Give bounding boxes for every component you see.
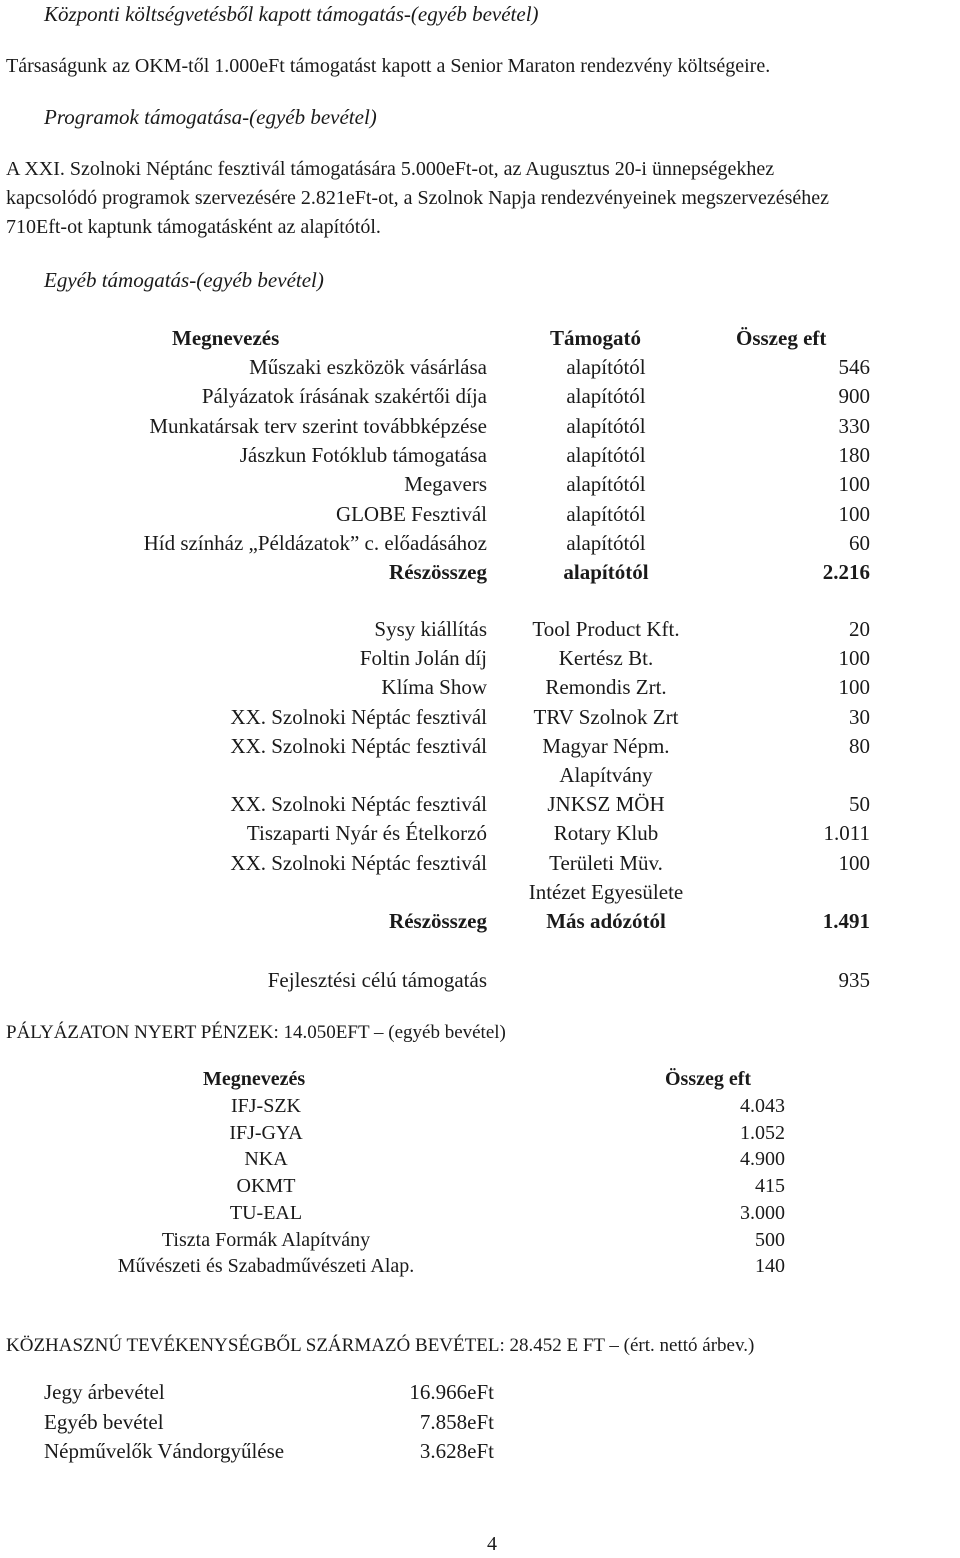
table-row-amount: 330 <box>838 413 870 438</box>
table-row-amount: 60 <box>849 530 870 555</box>
table-row-2-supporter: JNKSZ MÖH <box>547 792 665 817</box>
table-header-supporter: Támogató <box>550 326 641 350</box>
public-benefit-row-amount: 3.628eFt <box>419 1439 494 1463</box>
table-row-2-supporter: Területi Müv. <box>549 850 663 875</box>
subtotal-2-supporter: Más adózótól <box>546 909 666 933</box>
subtotal-1-label: Részösszeg <box>389 560 487 584</box>
section-heading-grants: PÁLYÁZATON NYERT PÉNZEK: 14.050EFT – (egyéb bevétel) <box>6 1022 506 1043</box>
grants-row-amount: 415 <box>755 1175 785 1198</box>
public-benefit-row-amount: 7.858eFt <box>419 1409 494 1434</box>
page-number: 4 <box>487 1533 497 1555</box>
table-row-2-name: XX. Szolnoki Néptác fesztivál <box>230 733 487 758</box>
grants-row-name: IFJ-GYA <box>229 1121 303 1144</box>
subtotal-1-amount: 2.216 <box>822 560 870 584</box>
table-row-2-amount: 100 <box>838 675 870 700</box>
table-row-amount: 100 <box>838 501 870 526</box>
paragraph-program-support-2: kapcsolódó programok szervezésére 2.821eFt-ot, a Szolnok Napja rendezvényeinek megszervezéséhez <box>6 187 829 209</box>
table-row-2-supporter: Kertész Bt. <box>558 646 654 671</box>
table-row-2-amount: 100 <box>838 850 870 875</box>
table-row-2-supporter: TRV Szolnok Zrt <box>533 704 679 729</box>
table-row-supporter: alapítótól <box>566 472 646 497</box>
table-row-2-supporter: Tool Product Kft. <box>532 617 680 641</box>
table-row-2-supporter: Intézet Egyesülete <box>528 879 684 904</box>
table-row-name: Munkatársak terv szerint továbbképzése <box>149 413 487 438</box>
grants-row-name: NKA <box>244 1148 288 1171</box>
paragraph-okm-support: Társaságunk az OKM-től 1.000eFt támogatást kapott a Senior Maraton rendezvény költségeire. <box>6 55 771 77</box>
grants-row-amount: 1.052 <box>740 1121 785 1144</box>
public-benefit-row-amount: 16.966eFt <box>409 1380 494 1404</box>
table-row-2-name: Foltin Jolán díj <box>359 646 487 671</box>
section-heading-program-support: Programok támogatása-(egyéb bevétel) <box>44 105 377 129</box>
table-row-supporter: alapítótól <box>566 530 646 555</box>
table-row-2-name: Tiszaparti Nyár és Ételkorzó <box>246 821 487 846</box>
table-row-2-amount: 100 <box>838 646 870 671</box>
table-row-name: GLOBE Fesztivál <box>335 501 487 526</box>
table-row-supporter: alapítótól <box>566 384 646 409</box>
table-row-2-name: Klíma Show <box>381 675 487 700</box>
table-row-2-supporter: Magyar Népm. <box>542 733 670 758</box>
table-row-amount: 546 <box>838 355 870 379</box>
grants-row-name: Művészeti és Szabadművészeti Alap. <box>117 1255 415 1278</box>
table-header-amount: Összeg eft <box>736 326 827 350</box>
section-heading-public-benefit: KÖZHASZNÚ TEVÉKENYSÉGBŐL SZÁRMAZÓ BEVÉTEL: 28.452 E FT – (ért. nettó árbev.) <box>6 1335 755 1356</box>
grants-row-name: TU-EAL <box>229 1201 303 1224</box>
table-row-2-supporter: Alapítvány <box>559 763 653 787</box>
grants-row-amount: 140 <box>755 1255 785 1278</box>
grants-row-name: Tiszta Formák Alapítvány <box>161 1228 371 1251</box>
public-benefit-row-label: Népművelők Vándorgyűlése <box>44 1439 285 1463</box>
public-benefit-row-label: Jegy árbevétel <box>44 1380 165 1404</box>
subtotal-1-supporter: alapítótól <box>563 560 649 584</box>
grants-row-amount: 4.900 <box>740 1148 785 1171</box>
table-row-supporter: alapítótól <box>566 355 646 379</box>
development-amount: 935 <box>838 968 870 992</box>
subtotal-2-amount: 1.491 <box>822 909 870 933</box>
public-benefit-row-label: Egyéb bevétel <box>44 1409 164 1434</box>
table-row-supporter: alapítótól <box>566 442 646 467</box>
table-row-2-name: XX. Szolnoki Néptác fesztivál <box>230 792 487 817</box>
paragraph-program-support-1: A XXI. Szolnoki Néptánc fesztivál támogatására 5.000eFt-ot, az Augusztus 20-i ünnepségekhez <box>6 158 775 180</box>
table-row-name: Műszaki eszközök vásárlása <box>249 355 487 379</box>
section-heading-central-budget: Központi költségvetésből kapott támogatás-(egyéb bevétel) <box>44 2 539 26</box>
grants-row-name: OKMT <box>236 1175 296 1198</box>
table-row-amount: 180 <box>838 442 870 467</box>
table-row-supporter: alapítótól <box>566 413 646 438</box>
table-row-name: Jászkun Fotóklub támogatása <box>239 442 487 467</box>
table-row-2-name: XX. Szolnoki Néptác fesztivál <box>230 850 487 875</box>
table-row-2-amount: 20 <box>849 617 870 641</box>
grants-row-amount: 4.043 <box>740 1095 785 1117</box>
table-row-2-amount: 50 <box>849 792 870 817</box>
grants-header-name: Megnevezés <box>203 1068 306 1090</box>
grants-row-name: IFJ-SZK <box>230 1095 301 1117</box>
grants-header-amount: Összeg eft <box>665 1068 752 1090</box>
grants-row-amount: 3.000 <box>740 1201 785 1224</box>
table-row-name: Pályázatok írásának szakértői díja <box>201 384 487 409</box>
table-row-supporter: alapítótól <box>566 501 646 526</box>
table-row-2-amount: 30 <box>849 704 870 729</box>
grants-row-amount: 500 <box>755 1228 785 1251</box>
table-row-amount: 900 <box>838 384 870 409</box>
table-row-2-name: Sysy kiállítás <box>374 617 487 641</box>
development-label: Fejlesztési célú támogatás <box>267 968 487 992</box>
section-heading-other-support: Egyéb támogatás-(egyéb bevétel) <box>44 268 324 292</box>
table-row-2-amount: 80 <box>849 733 870 758</box>
table-row-2-supporter: Rotary Klub <box>553 821 659 846</box>
subtotal-2-label: Részösszeg <box>389 909 487 933</box>
table-row-name: Megavers <box>404 472 487 497</box>
table-row-name: Híd színház „Példázatok” c. előadásához <box>143 530 487 555</box>
table-row-2-supporter: Remondis Zrt. <box>545 675 667 700</box>
table-header-name: Megnevezés <box>172 326 280 350</box>
table-row-2-amount: 1.011 <box>823 821 870 846</box>
paragraph-program-support-3: 710Eft-ot kaptunk támogatásként az alapítótól. <box>6 216 381 238</box>
table-row-2-name: XX. Szolnoki Néptác fesztivál <box>230 704 487 729</box>
table-row-amount: 100 <box>838 472 870 497</box>
